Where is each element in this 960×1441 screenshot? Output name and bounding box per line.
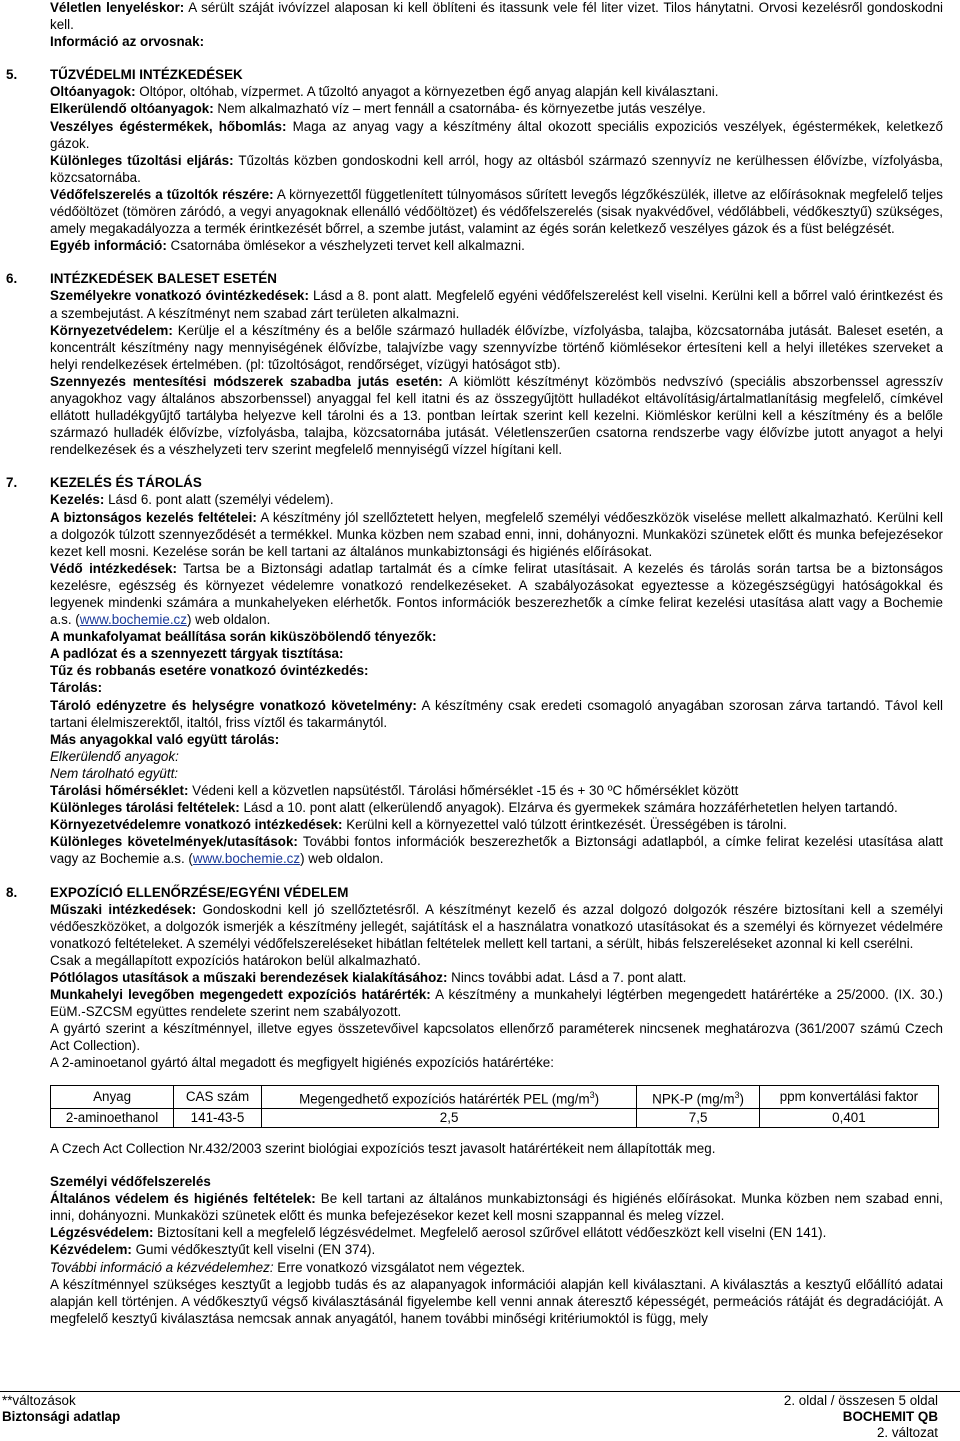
- table-cell: 2-aminoethanol: [51, 1109, 174, 1128]
- s7-elkerulendo: [50, 748, 943, 765]
- superscript: 3: [589, 1089, 595, 1100]
- s7-elkerulendo-label: Elkerülendő anyagok:: [50, 748, 179, 764]
- s7-kornyezetv-label: Környezetvédelemre vonatkozó intézkedések:: [50, 817, 343, 833]
- s8-potlolagos: [50, 969, 943, 986]
- s7-kovetelmenyek: [50, 833, 943, 867]
- s8-legzes-label: Légzésvédelem:: [50, 1225, 154, 1241]
- s8-czech: [50, 1140, 943, 1157]
- s8-kez-text: Gumi védőkesztyűt kell viselni (EN 374).: [131, 1242, 376, 1258]
- s5-oltoanyag-label: Oltóanyagok:: [50, 84, 136, 100]
- bochemie-link-2[interactable]: www.bochemie.cz: [192, 851, 301, 867]
- s7-kovetelmenyek-text-end: ) web oldalon.: [300, 851, 384, 867]
- s7-nem-tarolhato-label: Nem tárolható együtt:: [50, 765, 179, 781]
- footer-page-number: 2. oldal / összesen 5 oldal: [783, 1393, 938, 1408]
- s7-mas-anyag: [50, 731, 943, 748]
- s8-tovabbi-text: Erre vonatkozó vizsgálatot nem végeztek.: [273, 1259, 526, 1275]
- s8-muszaki-label: Műszaki intézkedések:: [50, 901, 197, 917]
- s5-egyeb: [50, 237, 943, 254]
- section-6-title: [6, 270, 943, 287]
- s5-kulonleges-text: Tűzoltás közben gondoskodni kell arról, hogy az oltásból származó szennyvíz ne kerülhessen élővízbe, vízfolyásba, közcsatornába.: [50, 152, 943, 185]
- s8-czech-text: A Czech Act Collection Nr.432/2003 szerint biológiai expozíciós teszt javasolt határértékeit nem állapították meg.: [50, 1141, 716, 1156]
- s6-mentesites-text: A kiömlött készítményt közömbös nedvszívó (speciális abszorbenssel agresszív anyagokhoz vagy általános abszorbenssel) anyaggal fel kell itatni és az összegyűjtött hulladékot eltávolításig/ártalmatlanításig megfelelő, címkével ellátott hulladékgyűjtő tartályba helyezve kell tárolni és a 13. pontban leírtak szerint kell kezelni. Kiömléskor kerülni kell a készítmény és a belőle származó hulladék élővízbe, vízfolyásba, talajba, közcsatornába jutását. Véletlenszerűen csatorna rendszerbe vagy élővízbe jutott anyagot a helyi rendelkezések és a vészhelyzeti terv szerint megfelelő mennyiségű vízzel hígítani kell.: [50, 373, 943, 458]
- doctor-info: [50, 33, 943, 50]
- s7-taroloedeny-text: A készítmény csak eredeti csomagoló anyagában szorosan zárva tartandó. Távol kell tartani élelmiszerektől, italtól, friss víztől és takarmánytól.: [50, 697, 944, 730]
- s7-vedo-text-end: ) web oldalon.: [186, 612, 271, 628]
- s7-kornyezetv: [50, 816, 943, 833]
- spacer: [50, 254, 943, 270]
- table-cell: 141-43-5: [174, 1109, 262, 1128]
- s5-veszelyes-text: Maga az anyag vagy a készítmény által okozott speciális expoziciós veszélyek, égéstermékek, keletkező gázok.: [50, 118, 943, 151]
- s7-biztonsagos-text: A készítmény jól szellőztetett helyen, megfelelő személyi védőeszközök viselése mellett alkalmazható. Kerülni kell a dolgozók túlzott szennyeződését a termékkel. Munka közben nem szabad enni, inni, dohányozni. Munkaközi szünetek előtt és munka befejezésekor kezet kell mosni. Kezelése során be kell tartani az általános munkabiztonsági és higiénés előírásokat.: [50, 509, 944, 559]
- s7-tarolas-label: Tárolás:: [50, 680, 103, 696]
- spacer: [50, 1157, 943, 1173]
- s5-veszelyes-label: Veszélyes égéstermékek, hőbomlás:: [50, 118, 287, 134]
- document-page: [6, 0, 944, 1327]
- section-5-heading: TŰZVÉDELMI INTÉZKEDÉSEK: [50, 67, 243, 83]
- s7-padlozat: [50, 645, 943, 662]
- s7-tuz-label: Tűz és robbanás esetére vonatkozó óvintézkedés:: [50, 663, 369, 679]
- table-cell: 0,401: [759, 1109, 938, 1128]
- s8-gyarto-text: A gyártó szerint a készítménnyel, illetve egyes összetevőivel kapcsolatos ellenőrző paraméterek nincsenek meghatározva (361/2007 számú Czech Act Collection).: [50, 1021, 943, 1054]
- s6-mentesites-label: Szennyezés mentesítési módszerek szabadba jutás esetén:: [50, 373, 443, 389]
- footer-version: 2. változat: [876, 1425, 938, 1440]
- s8-potlolagos-label: Pótlólagos utasítások a műszaki berendezések kialakításához:: [50, 969, 448, 985]
- s5-oltoanyag-text: Oltópor, oltóhab, vízpermet. A tűzoltó anyagot a környezetben égő anyag alapján kell kiválasztani.: [135, 84, 719, 100]
- s8-altalanos-label: Általános védelem és higiénés feltételek:: [50, 1191, 316, 1207]
- s6-mentesites: [50, 373, 943, 458]
- s6-kornyezet-label: Környezetvédelem:: [50, 322, 173, 338]
- s7-kulonleges-text: Lásd a 10. pont alatt (elkerülendő anyagok). Elzárva és gyermekek számára hozzáférhetetlen helyen tartandó.: [239, 800, 898, 816]
- bochemie-link[interactable]: www.bochemie.cz: [79, 612, 187, 628]
- s8-kesztyu: [50, 1276, 943, 1327]
- s8-kez: [50, 1241, 943, 1258]
- s8-tovabbi: [50, 1259, 943, 1276]
- s5-vedo-text: A környezettől függetlenített túlnyomásos sűrített levegős légzőkészülék, illetve az előírásoknak megfelelő teljes védőöltözet (tömören záródó, a vegyi anyagoknak ellenálló védőöltözet) és védőfelszerelés (sisak nyakvédővel, védőlábbeli, védőkesztyű) szükséges, amely megakadályozza a termék érintkezését bőrrel, a szembe jutást, valamint az égés során keletkező veszélyes gázok és a füst belégzését.: [50, 186, 943, 237]
- table-header-cell: NPK-P $(mg/m^3)$: [637, 1085, 760, 1108]
- s7-vedo-text: Tartsa be a Biztonsági adatlap tartalmát és a címke felirat utasításait. A kezelés és tárolás során tartsa be a biztonságos kezelésre, egészség és környezet védelemre vonatkozó rendelkezéseket. A szabályozásokat egyeztesse a közegészségügyi hatóságokkal és legyenek mindenki számára a munkahelyeken elérhetők. Fontos információk beszerezhetők a címke felirat kezelési utasítása alatt vagy a Bochemie a.s. (: [50, 560, 943, 628]
- exposure-limit-table: [50, 1085, 939, 1128]
- s7-homerseklet: [50, 782, 943, 799]
- s8-altalanos: [50, 1190, 943, 1224]
- s7-nem-tarolhato: [50, 765, 943, 782]
- s8-tovabbi-label: További információ a kézvédelemhez:: [50, 1259, 274, 1275]
- s5-kulonleges-label: Különleges tűzoltási eljárás:: [50, 152, 234, 168]
- table-header-cell: Anyag: [51, 1085, 174, 1108]
- s8-legzes-text: Biztosítani kell a megfelelő légzésvédelmet. Megfelelő aerosol szűrővel ellátott védőeszközt kell viselni (EN 141).: [153, 1225, 827, 1241]
- section-7-heading: KEZELÉS ÉS TÁROLÁS: [50, 475, 202, 491]
- superscript: 3: [734, 1089, 740, 1100]
- s7-munkafolyamat-label: A munkafolyamat beállítása során kiküszöbölendő tényezők:: [50, 629, 437, 645]
- s8-csak-text: Csak a megállapított expozíciós határokon belül alkalmazható.: [50, 952, 421, 968]
- s8-muszaki: [50, 901, 943, 952]
- section-5-number: 5.: [6, 67, 18, 83]
- s8-kez-label: Kézvédelem:: [50, 1242, 132, 1258]
- swallow-label: Véletlen lenyelés: [50, 0, 159, 15]
- section-8-number: 8.: [6, 884, 18, 900]
- s6-szemelyekre-text: Lásd a 8. pont alatt. Megfelelő egyéni védőfelszerelést kell viselni. Kerülni kell a bőrrel való érintkezést és a szembejutást. A készítményt nem szabad zárt területen alkalmazni.: [50, 288, 943, 321]
- s6-szemelyekre: [50, 287, 943, 321]
- table-header-cell: ppm konvertálási faktor: [759, 1085, 938, 1108]
- s5-egyeb-label: Egyéb információ:: [50, 238, 167, 254]
- doctor-info-label: Információ az orvosnak:: [50, 34, 205, 50]
- s6-kornyezet: [50, 322, 943, 373]
- s5-vedo-label: Védőfelszerelés a tűzoltók részére:: [50, 186, 274, 202]
- table-header-cell: CAS szám: [174, 1085, 262, 1108]
- s8-munkahelyi-label: Munkahelyi levegőben megengedett expozíciós határérték:: [50, 987, 431, 1003]
- s5-kerulendo: [50, 100, 943, 117]
- table-cell: 2,5: [261, 1109, 636, 1128]
- s7-kulonleges: [50, 799, 943, 816]
- s7-padlozat-label: A padlózat és a szennyezett tárgyak tisztítása:: [50, 646, 344, 662]
- s7-tarolas: [50, 679, 943, 696]
- section-6-heading: INTÉZKEDÉSEK BALESET ESETÉN: [50, 271, 277, 287]
- s7-kezeles-text: Lásd 6. pont alatt (személyi védelem).: [104, 492, 334, 508]
- section-6-number: 6.: [6, 271, 18, 287]
- s7-taroloedeny-label: Tároló edényzetre és helységre vonatkozó követelmény:: [50, 697, 417, 713]
- footer-changes: **változások: [2, 1393, 76, 1408]
- section-8-title: [6, 884, 943, 901]
- s5-kerulendo-label: Elkerülendő oltóanyagok:: [50, 101, 214, 117]
- s7-biztonsagos: [50, 509, 943, 560]
- s7-mas-anyag-label: Más anyagokkal való együtt tárolás:: [50, 731, 280, 747]
- s8-kesztyu-text: A készítménnyel szükséges kesztyűt a legjobb tudás és az alapanyagok információi alapján kell kiválasztani. A kiválasztás a kesztyű előállító adatai alapján kell történjen. A védőkesztyű végső kiválasztásánál figyelembe kell venni annak áteresztő képességét, permeációs rátáját és degradációját. A megfelelő kesztyű kiválasztása nemcsak annak anyagától, hanem további minőségi kritériumoktól is függ, mely: [50, 1276, 943, 1326]
- s7-kovetelmenyek-text: További fontos információk beszerezhetők a Biztonsági adatlapból, a címke felirat kezelési utasítása alatt vagy az Bochemie a.s. (: [50, 834, 944, 867]
- s7-homerseklet-text: Védeni kell a közvetlen napsütéstől. Tárolási hőmérséklet -15 és + 30 ºC hőmérséklet között: [188, 783, 739, 799]
- section-8-heading: EXPOZÍCIÓ ELLENŐRZÉSE/EGYÉNI VÉDELEM: [50, 884, 349, 900]
- s8-legzes: [50, 1224, 943, 1241]
- footer-doc-type: Biztonsági adatlap: [2, 1409, 121, 1424]
- s8-munkahelyi-text: A készítmény a munkahelyi légtérben megengedett határértéke a 25/2000. (IX. 30.) EüM.-SZCSM együttes rendelete szerint nem szabályozott.: [50, 987, 943, 1020]
- s8-potlolagos-text: Nincs további adat. Lásd a 7. pont alatt.: [447, 969, 687, 985]
- s7-homerseklet-label: Tárolási hőmérséklet:: [50, 783, 189, 799]
- s8-munkahelyi: [50, 986, 943, 1020]
- table-header-row: [51, 1085, 939, 1108]
- s7-kovetelmenyek-label: Különleges követelmények/utasítások:: [50, 834, 298, 850]
- spacer: [50, 50, 943, 66]
- s7-vedo: [50, 560, 943, 628]
- swallow-paragraph: [50, 0, 943, 33]
- s7-munkafolyamat: [50, 628, 943, 645]
- s5-veszelyes: [50, 118, 943, 152]
- s6-kornyezet-text: Kerülje el a készítmény és a belőle származó hulladék élővízbe, vízfolyásba, talajba, közcsatornába jutását. Baleset esetén, a koncentrált készítmény nagy mennyiségének élővízbe, talajvízbe vagy szennyvízbe történő kiömlésekor értesíteni kell a helyi illetékes szerveket a helyi rendelkezések értelmében. (pl: tűzoltóságot, rendőrséget, vízügyi hatóságot stb).: [50, 322, 943, 372]
- s8-csak: [50, 952, 943, 969]
- table-header-text: NPK-P (mg/m: [652, 1091, 735, 1106]
- s7-vedo-label: Védő intézkedések:: [50, 560, 177, 576]
- s7-taroloedeny: [50, 697, 943, 731]
- spacer: [50, 458, 943, 474]
- s5-kulonleges: [50, 152, 943, 186]
- s8-altalanos-text: Be kell tartani az általános munkabiztonsági és higiénés előírásokat. Munka közben nem szabad enni, inni, dohányozni. Munkaközi szünetek előtt és munka befejezésekor kezet kell mosni szappannal és meleg vízzel.: [50, 1191, 943, 1224]
- s8-szemelyi-title: [50, 1173, 943, 1190]
- s5-vedo: [50, 186, 943, 237]
- footer-product-name: BOCHEMIT QB: [842, 1409, 938, 1424]
- s8-aminoetanol-intro: [50, 1054, 943, 1071]
- s7-kezeles: [50, 491, 943, 508]
- s8-aminoetanol-intro-text: A 2-aminoetanol gyártó által megadott és megfigyelt higiénés expozíciós határértéke:: [50, 1055, 554, 1071]
- s8-gyarto: [50, 1020, 943, 1054]
- spacer: [50, 868, 943, 884]
- section-5-title: [6, 66, 943, 83]
- swallow-label-suffix: kor:: [158, 0, 185, 15]
- s5-oltoanyag: [50, 83, 943, 100]
- swallow-text: A sérült száját ivóvízzel alaposan ki kell öblíteni és itassunk vele fél liter vizet. Tilos hánytatni. Orvosi kezelésről gondoskodni kell.: [50, 0, 944, 33]
- s7-kezeles-label: Kezelés:: [50, 492, 105, 508]
- section-7-number: 7.: [6, 475, 18, 491]
- s6-szemelyekre-label: Személyekre vonatkozó óvintézkedések:: [50, 288, 309, 304]
- table-cell: 7,5: [637, 1109, 760, 1128]
- table-header-text: Megengedhető expozíciós határérték PEL (mg/m: [299, 1091, 590, 1106]
- s5-egyeb-text: Csatornába ömlésekor a vészhelyzeti tervet kell alkalmazni.: [166, 238, 525, 254]
- section-7-title: [6, 474, 943, 491]
- table-row: [51, 1109, 939, 1128]
- s8-szemelyi-heading: Személyi védőfelszerelés: [50, 1174, 211, 1190]
- s5-kerulendo-text: Nem alkalmazható víz – mert fennáll a csatornába- és környezetbe jutás veszélye.: [213, 101, 706, 117]
- s7-kulonleges-label: Különleges tárolási feltételek:: [50, 800, 240, 816]
- s7-kornyezetv-text: Kerülni kell a környezettel való túlzott érintkezését. Ürességében is tárolni.: [342, 817, 787, 833]
- s7-tuz: [50, 662, 943, 679]
- s8-muszaki-text: Gondoskodni kell jó szellőztetésről. A készítményt kezelő és azzal dolgozó dolgozók részére biztosítani kell a személyi védőeszközöket, a dolgozók ismerjék a készítmény jellegét, sajátításk el a használatra vonatkozó utasításokat és a személyi és környezet védelmére vonatkozó feltételeket. A személyi védőfelszereléseket hibátlan feltételek mellett kell tartani, a sérült, hibás felszereléseket azonnal ki kell cserélni.: [50, 901, 944, 951]
- s7-biztonsagos-label: A biztonságos kezelés feltételei:: [50, 509, 257, 525]
- table-header-cell: Megengedhető expozíciós határérték PEL $(mg/m^3)$: [261, 1085, 636, 1108]
